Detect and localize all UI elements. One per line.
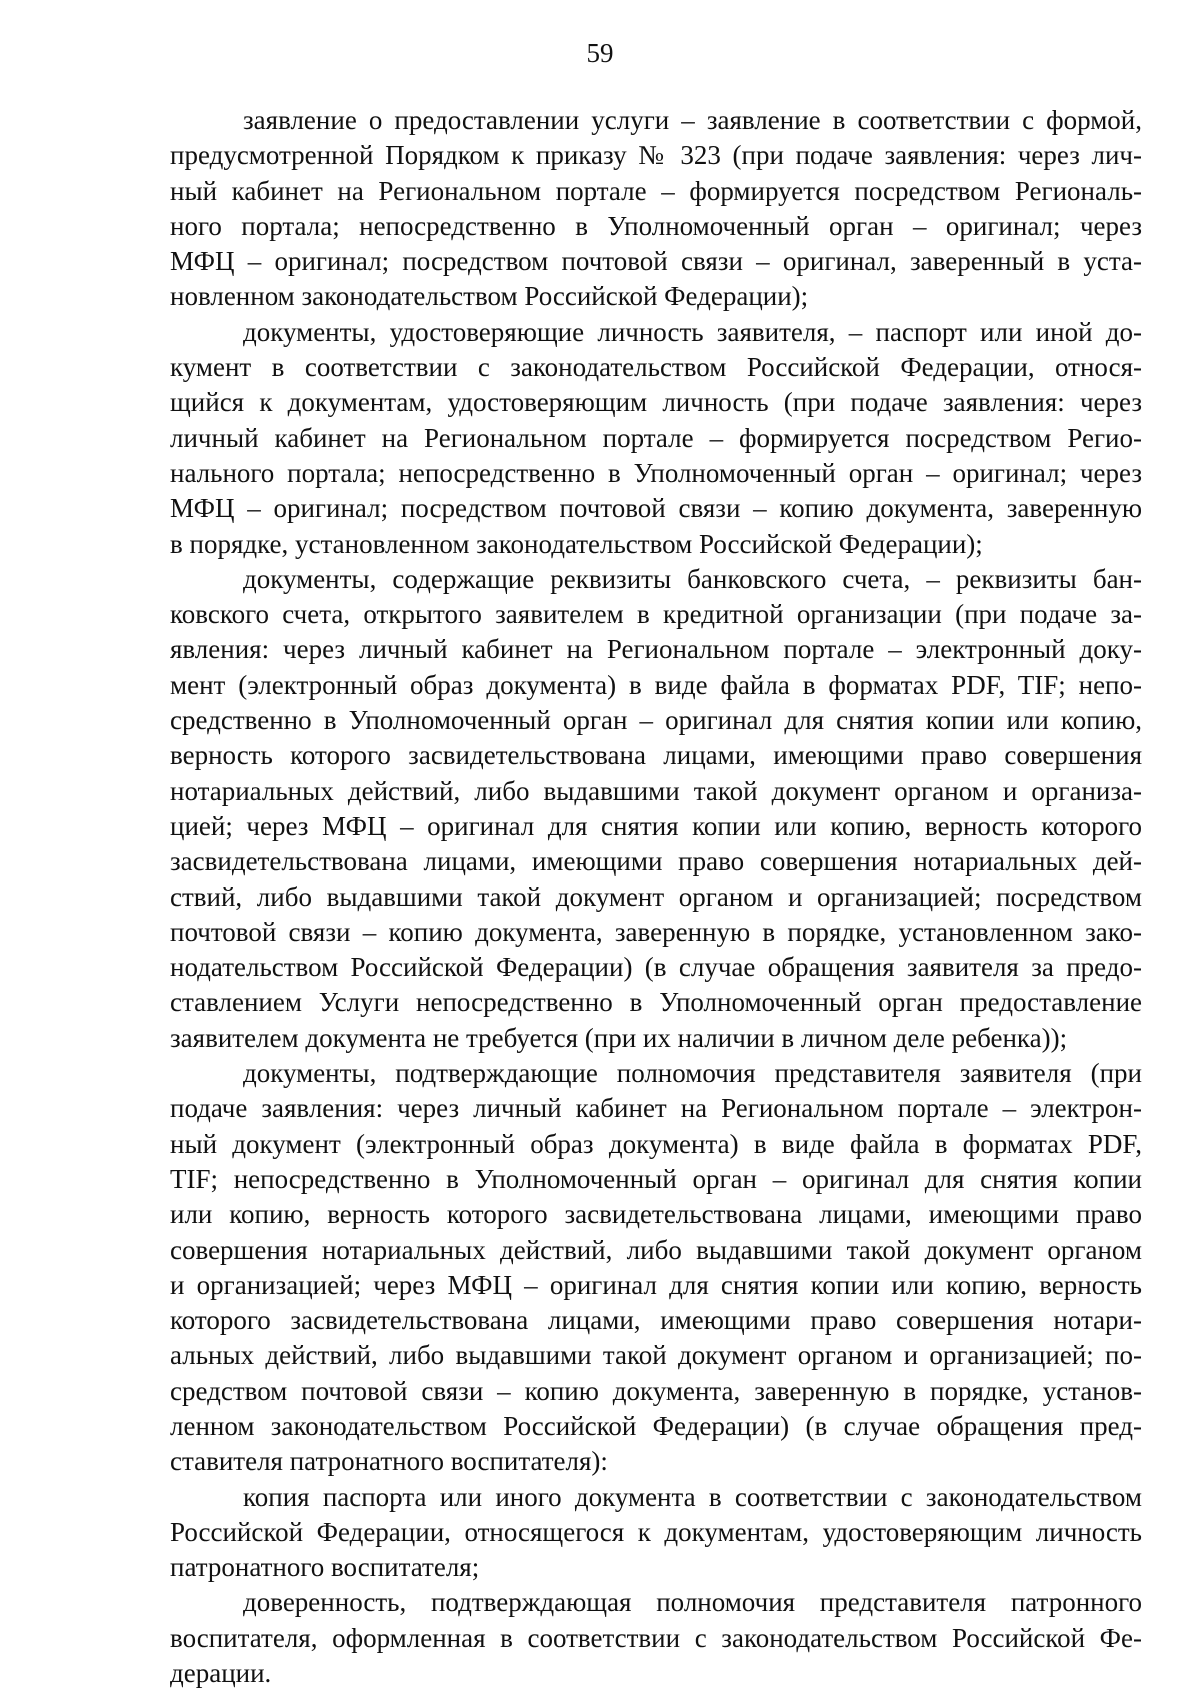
text-line: ного портала; непосредственно в Уполномоченный орган – оригинал; через (170, 210, 1142, 241)
text-line: нального портала; непосредственно в Уполномоченный орган – оригинал; через (170, 457, 1142, 488)
text-line: ствий, либо выдавшими такой документ органом и организацией; посредством (170, 881, 1142, 912)
document-body (170, 103, 1142, 1691)
page-number: 59 (586, 38, 614, 68)
text-line: в порядке, установленном законодательством Российской Федерации); (170, 528, 983, 559)
text-line: новленном законодательством Российской Федерации); (170, 281, 809, 312)
text-line: МФЦ – оригинал; посредством почтовой связи – копию документа, заверенную (170, 493, 1142, 524)
text-line: подаче заявления: через личный кабинет на Региональном портале – электрон- (170, 1093, 1142, 1124)
text-line: средственно в Уполномоченный орган – оригинал для снятия копии или копию, (170, 705, 1142, 736)
text-line: почтовой связи – копию документа, заверенную в порядке, установленном зако- (170, 916, 1142, 947)
text-line: воспитателя, оформленная в соответствии с законодательством Российской Фе- (170, 1622, 1142, 1653)
text-line: документы, содержащие реквизиты банковского счета, – реквизиты бан- (243, 563, 1142, 594)
text-line: ленном законодательством Российской Федерации) (в случае обращения пред- (170, 1410, 1142, 1441)
text-line: ставлением Услуги непосредственно в Уполномоченный орган предоставление (170, 987, 1142, 1018)
text-line: ный документ (электронный образ документа) в виде файла в форматах PDF, (170, 1128, 1142, 1159)
text-line: патронатного воспитателя; (170, 1552, 480, 1583)
text-line: альных действий, либо выдавшими такой документ органом и организацией; по- (170, 1340, 1142, 1371)
text-line: дерации. (170, 1658, 272, 1689)
text-line: ный кабинет на Региональном портале – формируется посредством Региональ- (170, 175, 1142, 206)
text-line: МФЦ – оригинал; посредством почтовой связи – оригинал, заверенный в уста- (170, 246, 1142, 277)
text-line: кумент в соответствии с законодательством Российской Федерации, относя- (170, 352, 1142, 383)
text-line: явления: через личный кабинет на Региональном портале – электронный доку- (170, 634, 1142, 665)
text-line: совершения нотариальных действий, либо выдавшими такой документ органом (170, 1234, 1142, 1265)
text-line: засвидетельствована лицами, имеющими право совершения нотариальных дей- (170, 846, 1142, 877)
text-line: Российской Федерации, относящегося к документам, удостоверяющим личность (170, 1516, 1142, 1547)
text-line: копия паспорта или иного документа в соответствии с законодательством (243, 1481, 1142, 1512)
text-line: ставителя патронатного воспитателя): (170, 1446, 608, 1477)
text-line: заявителем документа не требуется (при их наличии в личном деле ребенка)); (170, 1022, 1068, 1053)
text-line: которого засвидетельствована лицами, имеющими право совершения нотари- (170, 1305, 1142, 1336)
text-line: ковского счета, открытого заявителем в кредитной организации (при подаче за- (170, 599, 1142, 630)
text-line: или копию, верность которого засвидетельствована лицами, имеющими право (170, 1199, 1142, 1230)
paragraph (170, 315, 1142, 562)
text-line: мент (электронный образ документа) в виде файла в форматах PDF, TIF; непо- (170, 669, 1142, 700)
text-line: TIF; непосредственно в Уполномоченный орган – оригинал для снятия копии (170, 1163, 1142, 1194)
paragraph (170, 562, 1142, 1056)
text-line: цией; через МФЦ – оригинал для снятия копии или копию, верность которого (170, 810, 1142, 841)
text-line: средством почтовой связи – копию документа, заверенную в порядке, установ- (170, 1375, 1142, 1406)
text-line: доверенность, подтверждающая полномочия представителя патронного (243, 1587, 1142, 1618)
text-line: нотариальных действий, либо выдавшими такой документ органом и организа- (170, 775, 1142, 806)
paragraph (170, 1056, 1142, 1480)
paragraph (170, 103, 1142, 315)
text-line: нодательством Российской Федерации) (в случае обращения заявителя за предо- (170, 952, 1142, 983)
text-line: личный кабинет на Региональном портале – формируется посредством Регио- (170, 422, 1142, 453)
paragraph (170, 1585, 1142, 1691)
text-line: документы, подтверждающие полномочия представителя заявителя (при (243, 1058, 1142, 1089)
text-line: заявление о предоставлении услуги – заявление в соответствии с формой, (243, 105, 1142, 135)
paragraph (170, 1480, 1142, 1586)
text-line: и организацией; через МФЦ – оригинал для снятия копии или копию, верность (170, 1269, 1142, 1300)
text-line: предусмотренной Порядком к приказу № 323 (при подаче заявления: через лич- (170, 140, 1142, 171)
text-line: документы, удостоверяющие личность заявителя, – паспорт или иной до- (243, 316, 1142, 347)
text-line: щийся к документам, удостоверяющим личность (при подаче заявления: через (170, 387, 1142, 418)
text-line: верность которого засвидетельствована лицами, имеющими право совершения (170, 740, 1142, 771)
